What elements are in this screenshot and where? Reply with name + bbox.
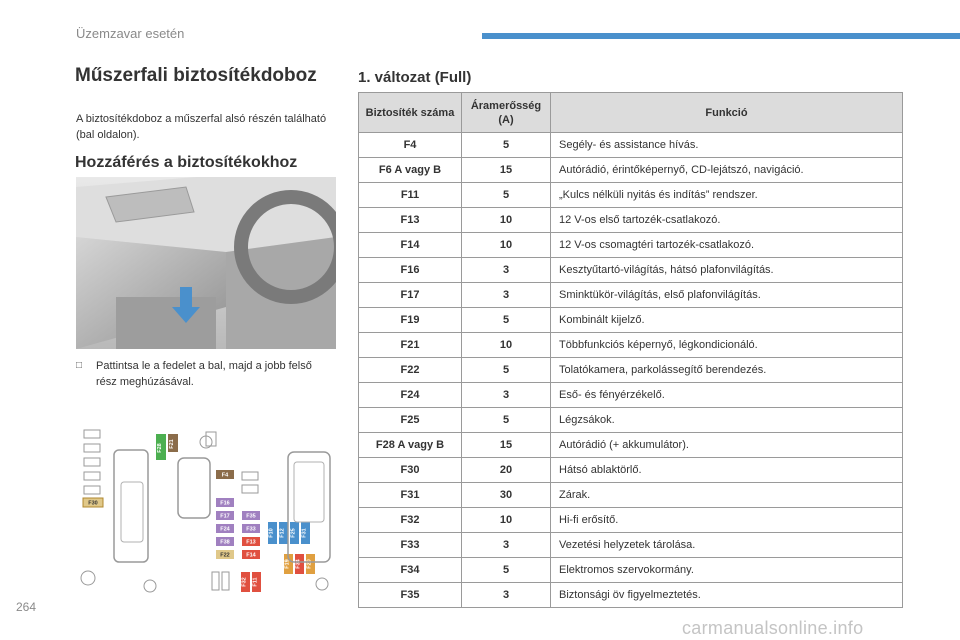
table-row — [359, 183, 903, 208]
function-cell: Kesztyűtartó-világítás, hátsó plafonvilágítás. — [551, 258, 903, 283]
table-row — [359, 233, 903, 258]
access-subtitle: Hozzáférés a biztosítékokhoz — [75, 154, 298, 171]
page-title: Műszerfali biztosítékdoboz — [75, 65, 317, 86]
fuse-number-cell: F25 — [359, 408, 462, 433]
fuse-number-cell: F33 — [359, 533, 462, 558]
fuse-label-f22: F22 — [220, 552, 230, 559]
table-row — [359, 433, 903, 458]
fuse-number-cell: F31 — [359, 483, 462, 508]
amperage-cell: 10 — [462, 233, 551, 258]
intro-text: A biztosítékdoboz a műszerfal alsó részén található (bal oldalon). — [76, 113, 327, 141]
fuse-number-cell: F17 — [359, 283, 462, 308]
fuse-label-f28: F28 — [157, 443, 163, 453]
table-row — [359, 583, 903, 608]
fuse-number-cell: F21 — [359, 333, 462, 358]
amperage-cell: 10 — [462, 208, 551, 233]
watermark: carmanualsonline.info — [682, 618, 864, 638]
instruction-text: Pattintsa le a fedelet a bal, majd a jobb felső rész meghúzásával. — [96, 360, 312, 388]
fuse-box-location-photo — [76, 177, 336, 349]
fuse-label-f35: F35 — [246, 513, 256, 520]
fuse-number-cell: F4 — [359, 133, 462, 158]
function-cell: Eső- és fényérzékelő. — [551, 383, 903, 408]
table-row — [359, 508, 903, 533]
amperage-cell: 15 — [462, 433, 551, 458]
function-cell: Segély- és assistance hívás. — [551, 133, 903, 158]
fuse-label-f24: F24 — [220, 526, 230, 533]
fuse-label-f14: F14 — [246, 552, 256, 559]
fuse-label-f10: F10 — [268, 528, 275, 538]
table-row — [359, 308, 903, 333]
check-icon: □ — [76, 360, 83, 371]
table-row — [359, 358, 903, 383]
function-cell: „Kulcs nélküli nyitás és indítás” rendszer. — [551, 183, 903, 208]
function-cell: Hátsó ablaktörlő. — [551, 458, 903, 483]
table-row — [359, 383, 903, 408]
amperage-cell: 10 — [462, 333, 551, 358]
amperage-cell: 5 — [462, 408, 551, 433]
fuse-label-f11: F11 — [252, 577, 259, 587]
function-cell: Zárak. — [551, 483, 903, 508]
fuse-table — [358, 92, 903, 608]
table-row — [359, 158, 903, 183]
fuse-number-cell: F14 — [359, 233, 462, 258]
fuse-label-f38: F38 — [220, 539, 230, 546]
fuse-number-cell: F32 — [359, 508, 462, 533]
header-fuse-number: Biztosíték száma — [359, 93, 462, 133]
function-cell: Vezetési helyzetek tárolása. — [551, 533, 903, 558]
function-cell: Biztonsági öv figyelmeztetés. — [551, 583, 903, 608]
fuse-number-cell: F34 — [359, 558, 462, 583]
page-number: 264 — [16, 600, 37, 614]
header-accent-bar — [482, 33, 960, 39]
function-cell: Többfunkciós képernyő, légkondicionáló. — [551, 333, 903, 358]
amperage-cell: 20 — [462, 458, 551, 483]
table-row — [359, 533, 903, 558]
header-function: Funkció — [551, 93, 903, 133]
fuse-label-f30: F30 — [88, 500, 98, 507]
amperage-cell: 3 — [462, 583, 551, 608]
table-header-row — [359, 93, 903, 133]
amperage-cell: 3 — [462, 283, 551, 308]
fuse-label-f12: F12 — [279, 528, 286, 538]
fuse-label-f34: F34 — [295, 559, 302, 569]
fuse-label-f16: F16 — [220, 500, 230, 507]
fuse-label-f25: F25 — [290, 528, 297, 538]
section-title: Üzemzavar esetén — [76, 26, 185, 41]
fuse-label-f17: F17 — [220, 513, 230, 520]
table-row — [359, 208, 903, 233]
table-row — [359, 483, 903, 508]
fuse-label-f21: F21 — [169, 439, 175, 449]
amperage-cell: 5 — [462, 558, 551, 583]
fuse-number-cell: F35 — [359, 583, 462, 608]
function-cell: Légzsákok. — [551, 408, 903, 433]
fuse-number-cell: F22 — [359, 358, 462, 383]
table-title: 1. változat (Full) — [358, 69, 472, 86]
instruction-item — [76, 358, 326, 390]
header-amperage: Áramerősség (A) — [462, 93, 551, 133]
function-cell: Autórádió (+ akkumulátor). — [551, 433, 903, 458]
fuse-number-cell: F16 — [359, 258, 462, 283]
fuse-number-cell: F24 — [359, 383, 462, 408]
fuse-number-cell: F13 — [359, 208, 462, 233]
fuse-label-f13: F13 — [246, 539, 256, 546]
fuse-number-cell: F30 — [359, 458, 462, 483]
table-row — [359, 283, 903, 308]
function-cell: Sminktükör-világítás, első plafonvilágítás. — [551, 283, 903, 308]
amperage-cell: 5 — [462, 308, 551, 333]
fuse-number-cell: F6 A vagy B — [359, 158, 462, 183]
function-cell: Elektromos szervokormány. — [551, 558, 903, 583]
fuse-label-f19: F19 — [284, 559, 291, 569]
fuse-label-f31: F31 — [301, 528, 308, 538]
function-cell: 12 V-os csomagtéri tartozék-csatlakozó. — [551, 233, 903, 258]
table-row — [359, 133, 903, 158]
amperage-cell: 10 — [462, 508, 551, 533]
table-row — [359, 458, 903, 483]
amperage-cell: 5 — [462, 133, 551, 158]
fuse-number-cell: F19 — [359, 308, 462, 333]
amperage-cell: 5 — [462, 358, 551, 383]
function-cell: Autórádió, érintőképernyő, CD-lejátszó, navigáció. — [551, 158, 903, 183]
fuse-label-f4: F4 — [221, 472, 229, 479]
function-cell: 12 V-os első tartozék-csatlakozó. — [551, 208, 903, 233]
function-cell: Kombinált kijelző. — [551, 308, 903, 333]
fuse-number-cell: F11 — [359, 183, 462, 208]
fuse-layout-diagram — [76, 422, 338, 604]
amperage-cell: 3 — [462, 533, 551, 558]
fuse-number-cell: F28 A vagy B — [359, 433, 462, 458]
amperage-cell: 3 — [462, 258, 551, 283]
amperage-cell: 15 — [462, 158, 551, 183]
amperage-cell: 3 — [462, 383, 551, 408]
table-row — [359, 333, 903, 358]
function-cell: Hi-fi erősítő. — [551, 508, 903, 533]
amperage-cell: 30 — [462, 483, 551, 508]
table-row — [359, 408, 903, 433]
function-cell: Tolatókamera, parkolássegítő berendezés. — [551, 358, 903, 383]
fuse-label-f32: F32 — [241, 577, 248, 587]
table-row — [359, 258, 903, 283]
fuse-label-f33: F33 — [246, 526, 256, 533]
fuse-label-f20: F20 — [306, 559, 313, 569]
amperage-cell: 5 — [462, 183, 551, 208]
table-row — [359, 558, 903, 583]
